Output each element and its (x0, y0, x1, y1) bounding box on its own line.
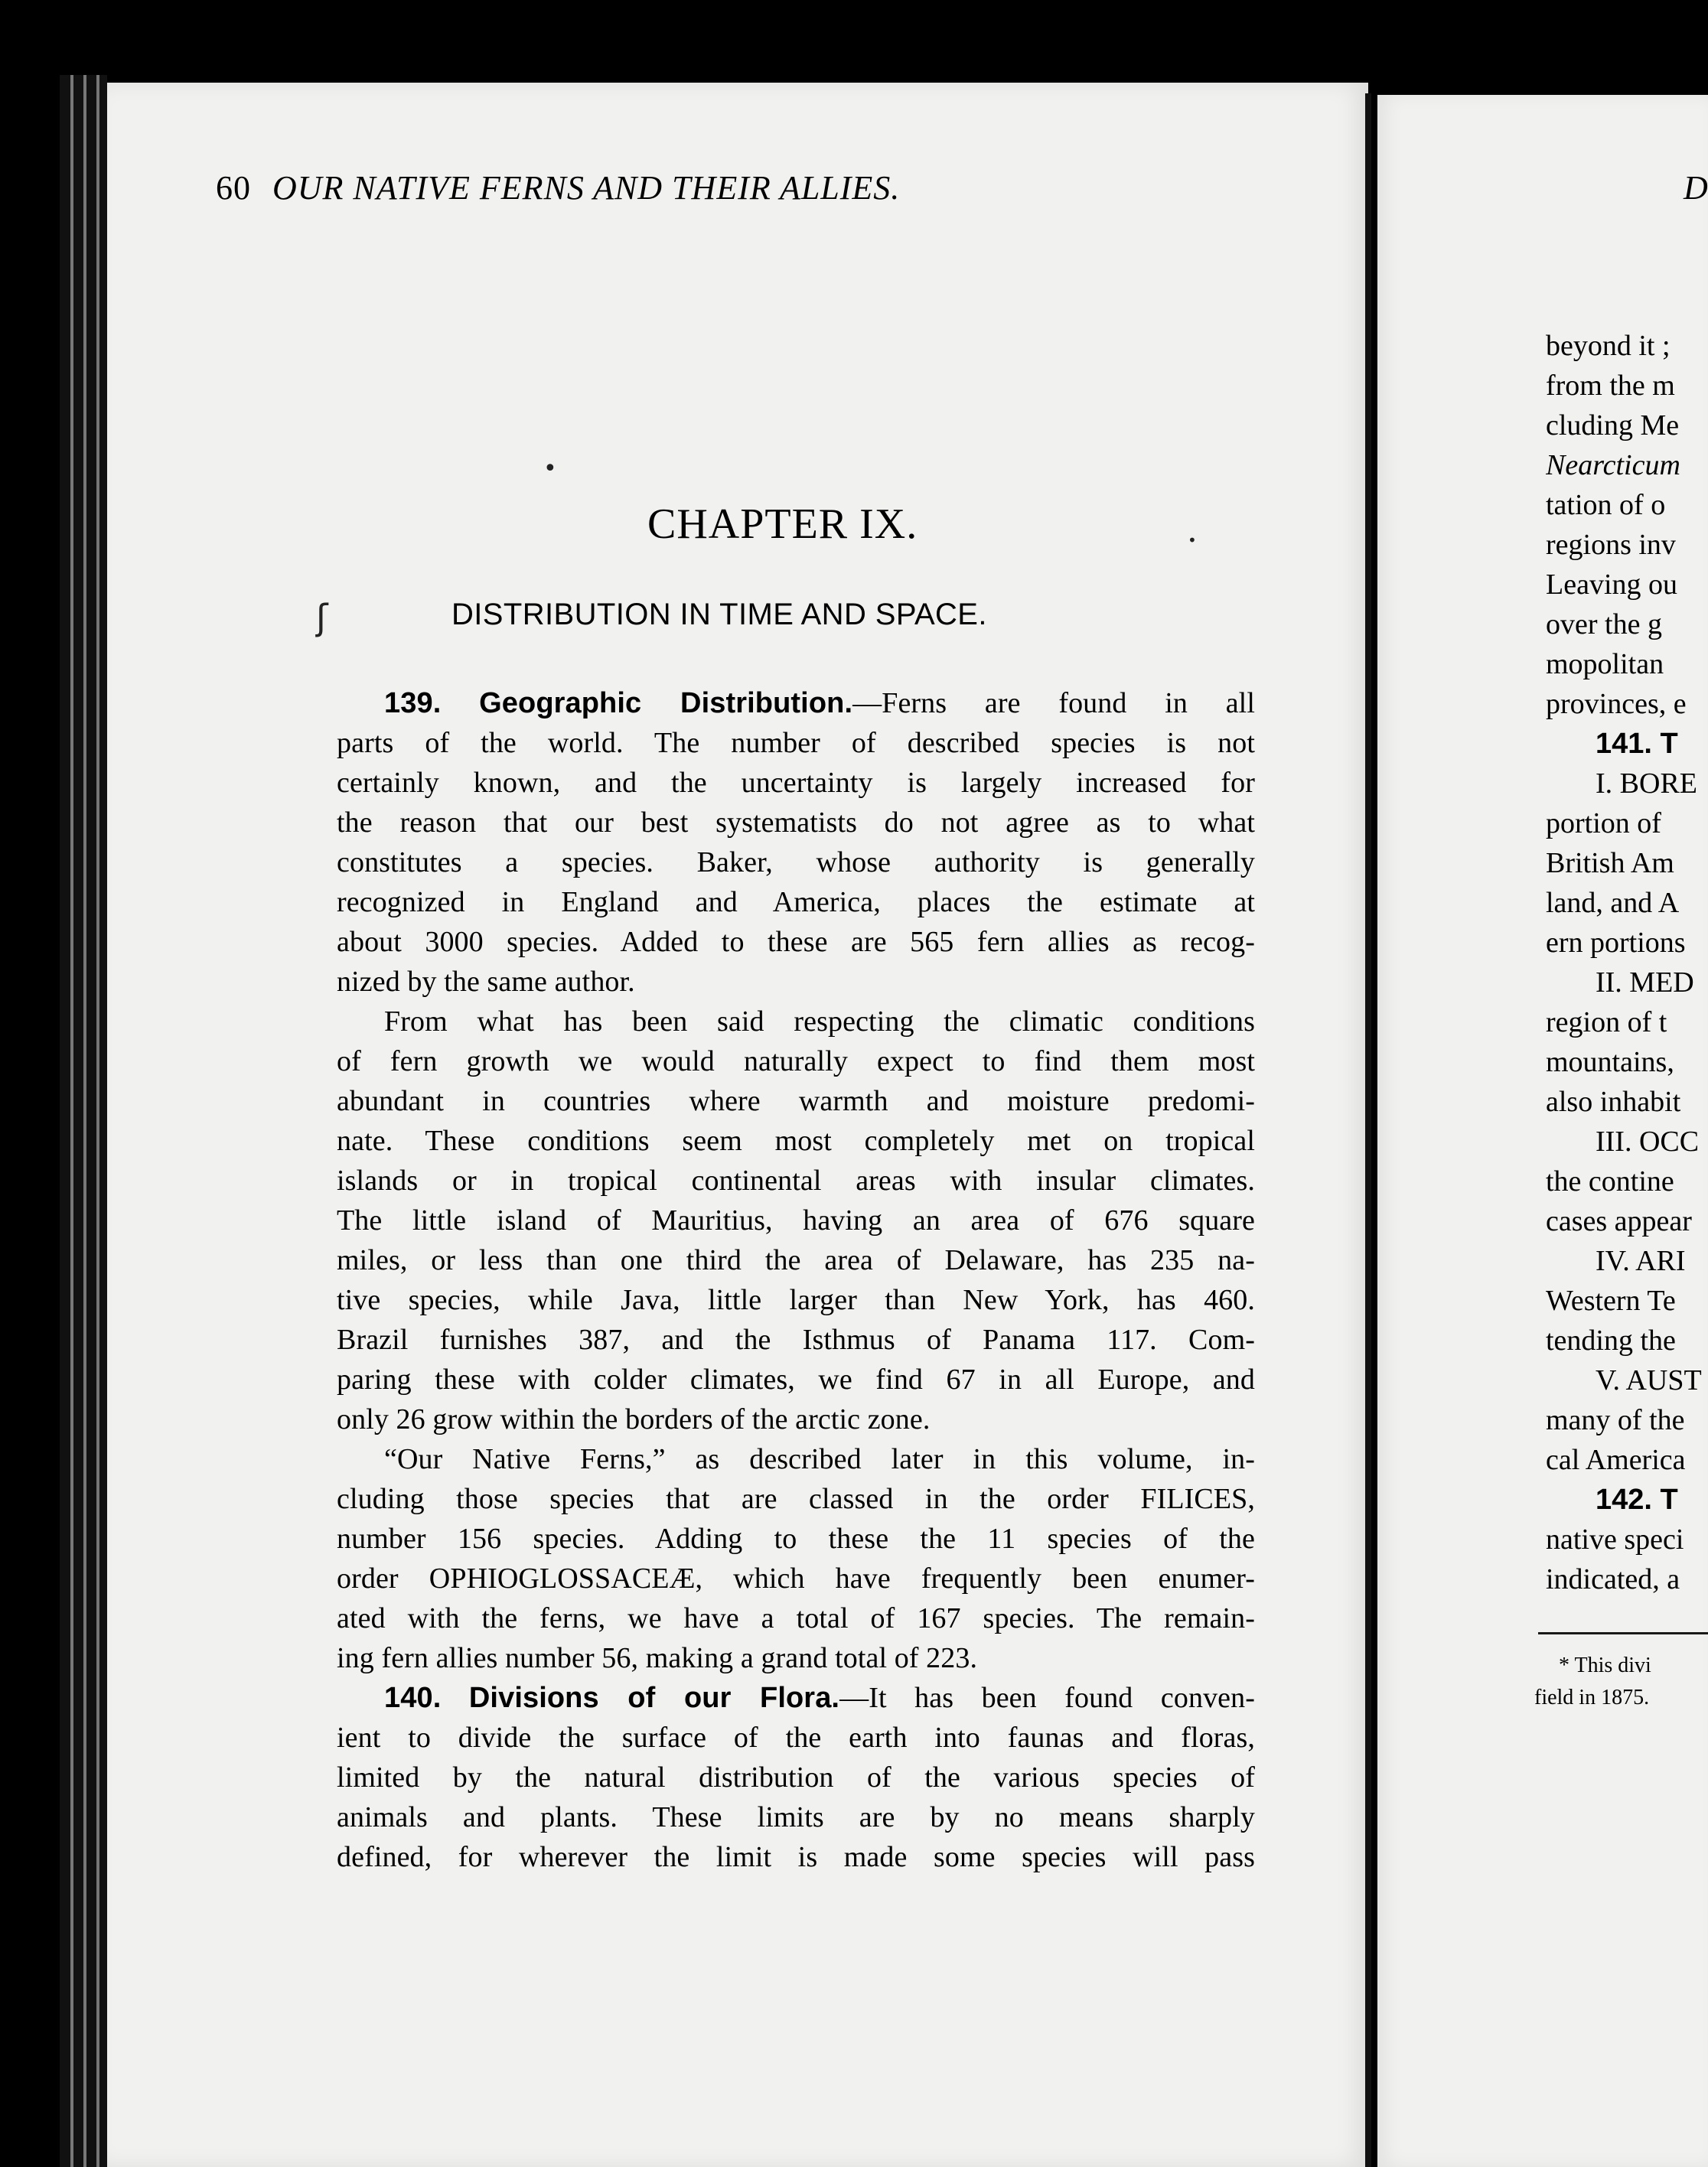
body-line: ated with the ferns, we have a total of 167 species. The remain- (337, 1602, 1255, 1634)
right-page-line: Nearcticum (1546, 449, 1680, 481)
right-page-line: cal America (1546, 1444, 1686, 1476)
body-line: islands or in tropical continental areas with insular climates. (337, 1165, 1255, 1197)
right-page-line: over the g (1546, 608, 1662, 640)
body-line: recognized in England and America, places the estimate at (337, 886, 1255, 918)
body-line: ing fern allies number 56, making a grand total of 223. (337, 1642, 978, 1674)
footnote-line: field in 1875. (1534, 1686, 1650, 1709)
paragraph-heading: Geographic Distribution. (479, 687, 853, 719)
right-page-line: indicated, a (1546, 1563, 1680, 1595)
body-line: of fern growth we would naturally expect to find them most (337, 1045, 1255, 1077)
right-page-line: region of t (1546, 1006, 1667, 1038)
right-page-line: portion of (1546, 807, 1661, 839)
paragraph-heading: Divisions of our Flora. (468, 1682, 840, 1714)
right-page-line: from the m (1546, 370, 1675, 402)
paragraph-139-heading-line (384, 683, 1255, 723)
body-line: animals and plants. These limits are by no means sharply (337, 1801, 1255, 1833)
paragraph-number: 140. (384, 1682, 442, 1714)
body-line: defined, for wherever the limit is made some species will pass (337, 1841, 1255, 1873)
chapter-title: CHAPTER IX. (647, 500, 918, 548)
right-page-line: also inhabit (1546, 1086, 1681, 1118)
body-line: abundant in countries where warmth and moisture predomi- (337, 1085, 1255, 1117)
right-page-line: mountains, (1546, 1046, 1674, 1078)
body-line: number 156 species. Adding to these the 11 species of the (337, 1523, 1255, 1555)
right-running-head: D (1684, 169, 1708, 207)
right-page-line: V. AUST (1596, 1364, 1702, 1396)
body-line: nate. These conditions seem most completely met on tropical (337, 1125, 1255, 1157)
paragraph-text: —It has been found conven- (839, 1682, 1255, 1714)
body-line: the reason that our best systematists do not agree as to what (337, 807, 1255, 839)
page-number: 60 (216, 169, 251, 207)
body-line: The little island of Mauritius, having an area of 676 square (337, 1204, 1255, 1237)
body-line: From what has been said respecting the climatic conditions (384, 1005, 1255, 1038)
section-title: DISTRIBUTION IN TIME AND SPACE. (451, 598, 987, 631)
body-line: limited by the natural distribution of the various species of (337, 1761, 1255, 1794)
paragraph-140-heading-line (384, 1678, 1255, 1718)
right-page-line: 142. T (1596, 1484, 1678, 1516)
right-page-line: Western Te (1546, 1285, 1676, 1317)
right-page-line: regions inv (1546, 529, 1676, 561)
binding-edge-line (83, 75, 86, 2167)
footnote-rule (1538, 1632, 1708, 1634)
scan-speck: • (543, 455, 557, 482)
right-page-line: I. BORE (1596, 767, 1697, 800)
body-line: only 26 grow within the borders of the arctic zone. (337, 1403, 931, 1435)
body-line: tive species, while Java, little larger than New York, has 460. (337, 1284, 1255, 1316)
right-page-line: British Am (1546, 847, 1674, 879)
pencil-mark: ʃ (316, 597, 328, 638)
body-line: parts of the world. The number of described species is not (337, 727, 1255, 759)
body-line: Brazil furnishes 387, and the Isthmus of Panama 117. Com- (337, 1324, 1255, 1356)
book-gutter (1365, 93, 1371, 2167)
right-page-line: ern portions (1546, 927, 1686, 959)
right-page-line: II. MED (1596, 966, 1694, 999)
right-page-line: many of the (1546, 1404, 1685, 1436)
right-page-line: the contine (1546, 1165, 1674, 1198)
right-page-line: IV. ARI (1596, 1245, 1686, 1277)
footnote-line: * This divi (1559, 1654, 1651, 1677)
scan-speck: • (1188, 531, 1197, 549)
right-page-line: native speci (1546, 1523, 1684, 1556)
right-page-line: 141. T (1596, 728, 1678, 760)
body-line: paring these with colder climates, we find 67 in all Europe, and (337, 1364, 1255, 1396)
body-line: certainly known, and the uncertainty is largely increased for (337, 767, 1255, 799)
right-page-line: cluding Me (1546, 409, 1680, 442)
body-line: nized by the same author. (337, 966, 635, 998)
right-page-line: tending the (1546, 1325, 1676, 1357)
body-line: constitutes a species. Baker, whose authority is generally (337, 846, 1255, 878)
binding-edge-line (96, 75, 99, 2167)
paragraph-number: 139. (384, 687, 442, 719)
left-running-head (216, 168, 900, 207)
right-page-line: mopolitan (1546, 648, 1664, 680)
right-page-line: cases appear (1546, 1205, 1692, 1237)
body-line: “Our Native Ferns,” as described later in this volume, in- (384, 1443, 1255, 1475)
body-line: ient to divide the surface of the earth into faunas and floras, (337, 1722, 1255, 1754)
paragraph-text: —Ferns are found in all (852, 687, 1255, 719)
body-line: cluding those species that are classed in the order FILICES, (337, 1483, 1255, 1515)
binding-edge-line (70, 75, 73, 2167)
body-line: order OPHIOGLOSSACEÆ, which have frequently been enumer- (337, 1563, 1255, 1595)
right-page-line: Leaving ou (1546, 569, 1678, 601)
right-page-line: III. OCC (1596, 1126, 1700, 1158)
right-page-line: provinces, e (1546, 688, 1687, 720)
right-page-line: tation of o (1546, 489, 1666, 521)
body-line: miles, or less than one third the area of Delaware, has 235 na- (337, 1244, 1255, 1276)
right-page-line: beyond it ; (1546, 330, 1671, 362)
book-title-header: OUR NATIVE FERNS AND THEIR ALLIES. (272, 169, 901, 207)
body-line: about 3000 species. Added to these are 565 fern allies as recog- (337, 926, 1255, 958)
right-page-line: land, and A (1546, 887, 1680, 919)
